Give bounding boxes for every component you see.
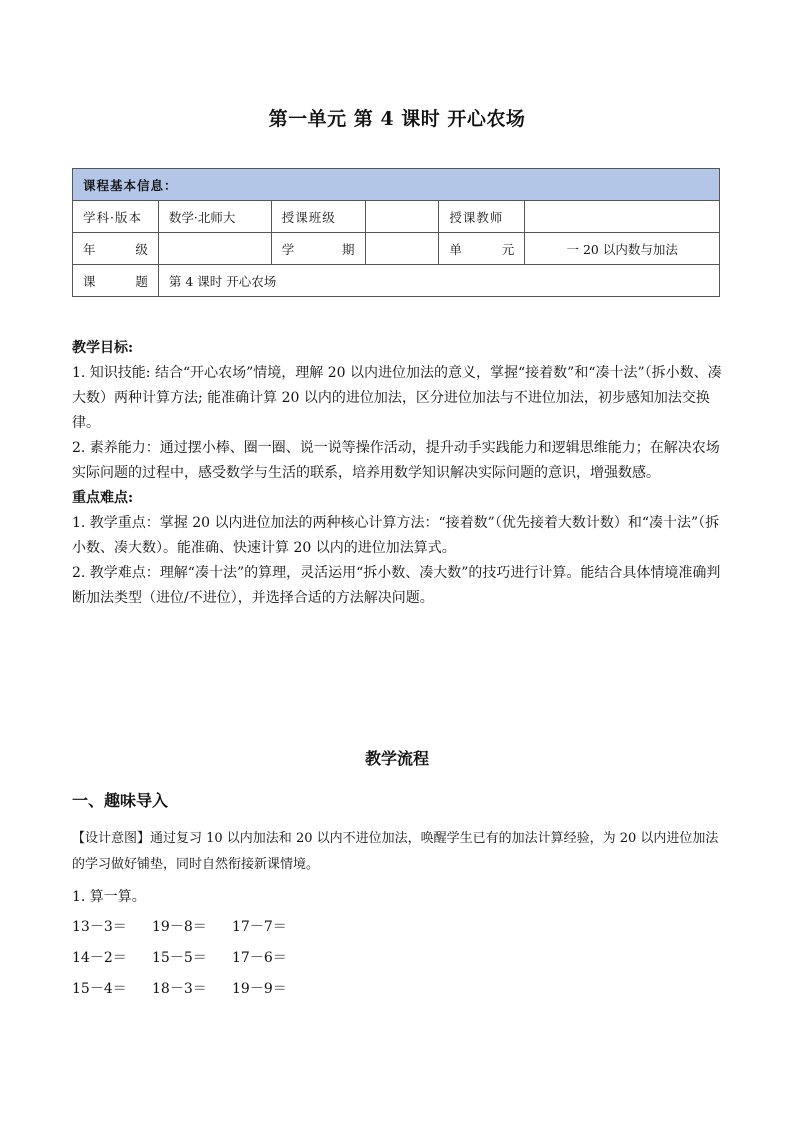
subject-value: 数学·北师大 xyxy=(158,201,271,233)
exercise-item: 15－5＝ xyxy=(152,950,207,966)
exercise-grid xyxy=(72,916,312,1009)
exercise-item: 19－8＝ xyxy=(152,919,207,935)
topic-label: 课 题 xyxy=(73,265,159,297)
teaching-flow-title: 教学流程 xyxy=(364,749,429,768)
course-info-row-2 xyxy=(73,233,720,265)
class-label: 授课班级 xyxy=(271,201,365,233)
course-info-table xyxy=(72,168,720,297)
term-value xyxy=(365,233,439,265)
objective-item-1: 1. 知识技能: 结合“开心农场”情境，理解 20 以内进位加法的意义，掌握“接着数”和“凑十法”（拆小数、凑大数）两种计算方法; 能准确计算 20 以内的进位加法，区分进位加法与不进位加法，初步感知加法交换律。 xyxy=(72,365,722,431)
course-info-row-3 xyxy=(73,265,720,297)
key-point-item-2: 2. 教学难点：理解“凑十法”的算理，灵活运用“拆小数、凑大数”的技巧进行计算。能结合具体情境准确判断加法类型（进位/不进位），并选择合适的方法解决问题。 xyxy=(72,565,721,606)
teacher-label: 授课教师 xyxy=(439,201,525,233)
section-1-title: 一、趣味导入 xyxy=(72,791,169,810)
objectives-section xyxy=(72,336,722,611)
course-info-row-1 xyxy=(73,201,720,233)
exercise-item: 17－7＝ xyxy=(232,919,287,935)
page-title: 第一单元 第 4 课时 开心农场 xyxy=(268,108,526,130)
class-value xyxy=(365,201,439,233)
grade-value xyxy=(158,233,271,265)
exercise-item: 15－4＝ xyxy=(72,981,127,997)
exercise-item: 13－3＝ xyxy=(72,919,127,935)
course-info-header: 课程基本信息： xyxy=(73,169,720,201)
exercise-item: 18－3＝ xyxy=(152,981,207,997)
key-points-heading: 重点难点: xyxy=(72,490,134,506)
objectives-heading: 教学目标: xyxy=(72,340,134,356)
exercise-row xyxy=(72,916,312,947)
exercise-item: 19－9＝ xyxy=(232,981,287,997)
exercise-item: 14－2＝ xyxy=(72,950,127,966)
exercise-row xyxy=(72,978,312,1009)
key-point-item-1: 1. 教学重点：掌握 20 以内进位加法的两种核心计算方法：“接着数”（优先接着大数计数）和“凑十法”（拆小数、凑大数）。能准确、快速计算 20 以内的进位加法算式。 xyxy=(72,515,720,556)
design-intent: 【设计意图】通过复习 10 以内加法和 20 以内不进位加法，唤醒学生已有的加法计算经验，为 20 以内进位加法的学习做好铺垫，同时自然衔接新课情境。 xyxy=(72,831,719,872)
topic-value: 第 4 课时 开心农场 xyxy=(158,265,719,297)
unit-value: 一 20 以内数与加法 xyxy=(525,233,720,265)
exercise-label: 1. 算一算。 xyxy=(72,889,146,905)
grade-label: 年 级 xyxy=(73,233,159,265)
objective-item-2: 2. 素养能力：通过摆小棒、圈一圈、说一说等操作活动，提升动手实践能力和逻辑思维能力；在解决农场实际问题的过程中，感受数学与生活的联系，培养用数学知识解决实际问题的意识，增强数感。 xyxy=(72,440,720,481)
course-info-header-row xyxy=(73,169,720,201)
unit-label: 单 元 xyxy=(439,233,525,265)
subject-label: 学科·版本 xyxy=(73,201,159,233)
exercise-item: 17－6＝ xyxy=(232,950,287,966)
term-label: 学 期 xyxy=(271,233,365,265)
teacher-value xyxy=(525,201,720,233)
exercise-row xyxy=(72,947,312,978)
